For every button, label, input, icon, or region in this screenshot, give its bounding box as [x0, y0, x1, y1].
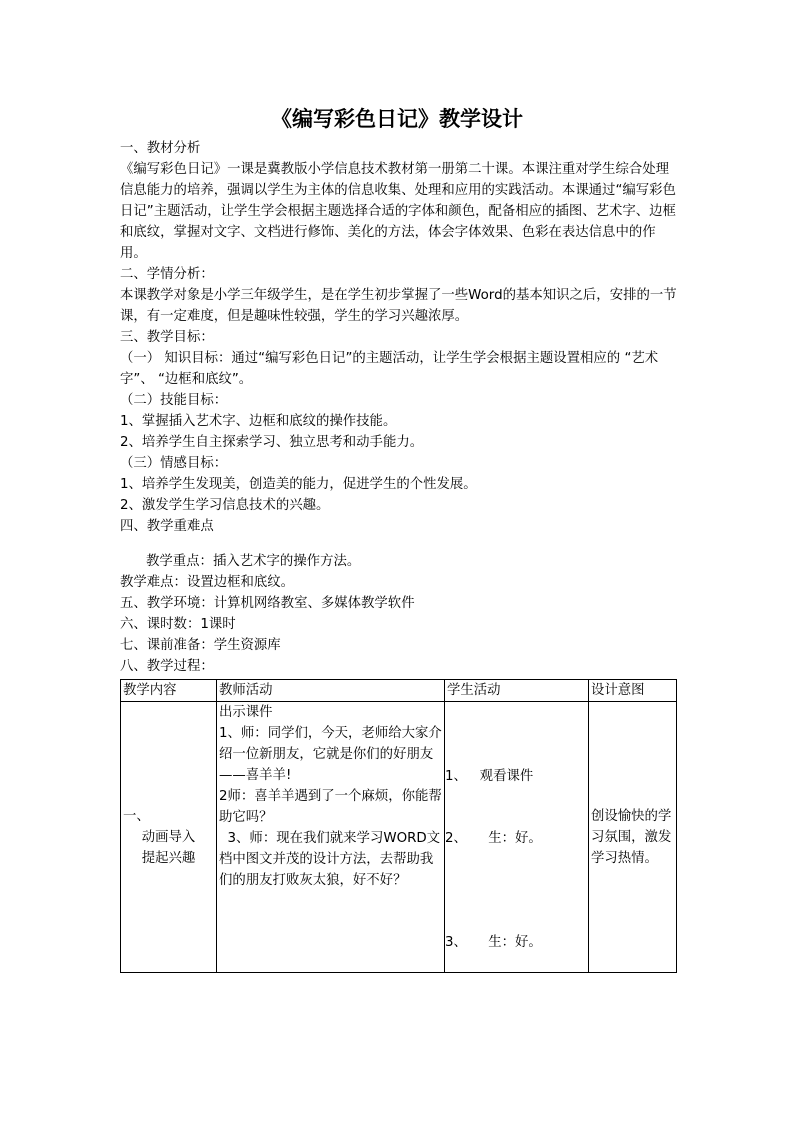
content-title-line: 提起兴趣	[141, 850, 196, 866]
emotion-goal-heading: （三）情感目标：	[120, 456, 228, 471]
class-hours: 六、课时数：1课时	[120, 617, 236, 632]
header-cell-intent: 设计意图	[589, 680, 677, 702]
student-activity-line: 1、 观看课件	[445, 769, 534, 784]
header-cell-content: 教学内容	[121, 680, 217, 702]
header-cell-student: 学生活动	[445, 680, 589, 702]
document-title: 《编写彩色日记》教学设计	[271, 106, 523, 131]
key-point: 教学重点：插入艺术字的操作方法。	[146, 554, 361, 569]
header-cell-teacher: 教师活动	[217, 680, 445, 702]
student-activity-line: 3、 生：好。	[445, 935, 542, 950]
skill-goal-item: 2、培养学生自主探索学习、独立思考和动手能力。	[120, 435, 424, 450]
skill-goal-item: 1、掌握插入艺术字、边框和底纹的操作技能。	[120, 414, 397, 429]
design-intent-cell	[589, 702, 677, 973]
teacher-activity-line: 2师：喜羊羊遇到了一个麻烦，你能帮助它吗？	[219, 789, 442, 825]
section-heading-goals: 三、教学目标：	[120, 330, 214, 345]
teacher-activity-line: 1、师：同学们，今天，老师给大家介绍一位新朋友，它就是你们的好朋友——喜羊羊!	[219, 726, 442, 783]
section-heading-material: 一、教材分析	[120, 141, 201, 156]
knowledge-goal: （一） 知识目标：通过“编写彩色日记”的主题活动，让学生学会根据主题设置相应的 “艺术字”、 “边框和底纹”。	[120, 351, 659, 387]
teaching-environment: 五、教学环境：计算机网络教室、多媒体教学软件	[120, 596, 415, 611]
section-heading-learner: 二、学情分析：	[120, 267, 214, 282]
section-heading-process: 八、教学过程：	[120, 659, 214, 674]
difficult-point: 教学难点：设置边框和底纹。	[120, 575, 295, 590]
learner-analysis-text: 本课教学对象是小学三年级学生，是在学生初步掌握了一些Word的基本知识之后，安排的一节课，有一定难度，但是趣味性较强，学生的学习兴趣浓厚。	[120, 288, 677, 324]
student-activity-line: 2、 生：好。	[445, 831, 542, 846]
skill-goal-heading: （二）技能目标：	[120, 393, 228, 408]
document-body	[120, 138, 680, 677]
emotion-goal-item: 2、激发学生学习信息技术的兴趣。	[120, 498, 330, 513]
table-header-row	[121, 680, 677, 702]
section-heading-keypoints: 四、教学重难点	[120, 519, 214, 534]
preparation: 七、课前准备：学生资源库	[120, 638, 281, 653]
material-analysis-text: 《编写彩色日记》一课是冀教版小学信息技术教材第一册第二十课。本课注重对学生综合处理信息能力的培养，强调以学生为主体的信息收集、处理和应用的实践活动。本课通过“编写彩色日记”主题活动，让学生学会根据主题选择合适的字体和颜色，配备相应的插图、艺术字、边框和底纹，掌握对文字、文档进行修饰、美化的方法，体会字体效果、色彩在表达信息中的作用。	[120, 162, 676, 261]
emotion-goal-item: 1、培养学生发现美，创造美的能力，促进学生的个性发展。	[120, 477, 477, 492]
teacher-activity-cell	[217, 702, 445, 973]
student-activity-cell	[445, 702, 589, 973]
table-row	[121, 702, 677, 973]
content-number: 一、	[123, 808, 150, 824]
content-title-line: 动画导入	[141, 829, 196, 845]
content-cell	[121, 702, 217, 973]
teacher-activity-line: 3、师：现在我们就来学习WORD文档中图文并茂的设计方法，去帮助我们的朋友打败灰太狼，好不好？	[219, 831, 441, 888]
teaching-process-table	[120, 679, 677, 973]
design-intent-text: 创设愉快的学习氛围，激发学习热情。	[591, 808, 672, 866]
teacher-activity-line: 出示课件	[219, 705, 273, 720]
